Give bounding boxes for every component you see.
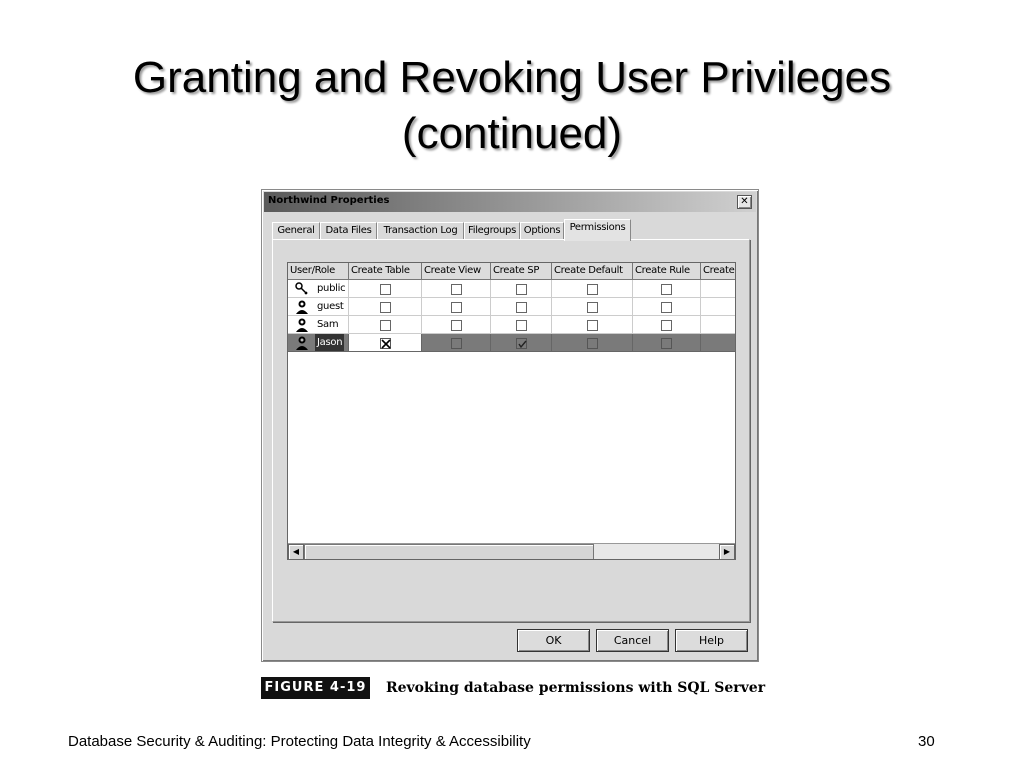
checkbox-create-sp[interactable]: [516, 284, 527, 295]
column-create-view[interactable]: Create View: [422, 263, 491, 280]
checkbox-create-view[interactable]: [451, 338, 462, 349]
role-key-icon: [294, 281, 310, 297]
perm-cell: [701, 298, 736, 316]
table-row[interactable]: [288, 298, 736, 316]
perm-cell: [552, 298, 633, 316]
perm-cell: [422, 334, 491, 352]
column-user-role[interactable]: User/Role: [288, 263, 349, 280]
perm-cell: [552, 316, 633, 334]
checkbox-create-rule[interactable]: [661, 338, 672, 349]
checkbox-create-table-revoked[interactable]: [380, 338, 391, 349]
checkbox-create-rule[interactable]: [661, 302, 672, 313]
tab-general[interactable]: General: [272, 222, 320, 239]
perm-cell: [491, 280, 552, 298]
user-icon: [294, 317, 310, 333]
perm-cell: [422, 298, 491, 316]
checkbox-create-default[interactable]: [587, 302, 598, 313]
checkbox-create-view[interactable]: [451, 320, 462, 331]
user-role-cell: [288, 316, 349, 334]
scroll-left-icon[interactable]: ◀: [288, 544, 304, 560]
grid-header: [288, 263, 736, 280]
scroll-right-icon[interactable]: ▶: [719, 544, 735, 560]
checkbox-create-default[interactable]: [587, 284, 598, 295]
properties-dialog: [261, 189, 759, 662]
figure-text: Revoking database permissions with SQL Server: [386, 680, 766, 696]
perm-cell: [422, 280, 491, 298]
checkbox-create-sp-checked[interactable]: [516, 338, 527, 349]
user-role-cell: [288, 334, 349, 352]
table-row[interactable]: [288, 280, 736, 298]
user-role-cell: [288, 298, 349, 316]
perm-cell: [633, 334, 701, 352]
perm-cell: [491, 298, 552, 316]
dialog-titlebar[interactable]: [264, 192, 756, 212]
dialog-title: Northwind Properties: [268, 195, 390, 206]
user-name: guest: [317, 301, 344, 312]
checkbox-create-table[interactable]: [380, 302, 391, 313]
checkbox-create-rule[interactable]: [661, 320, 672, 331]
perm-cell: [633, 316, 701, 334]
checkbox-create-view[interactable]: [451, 284, 462, 295]
user-icon: [294, 335, 310, 351]
slide-title: [0, 50, 1024, 162]
user-name: Jason: [315, 334, 344, 351]
close-icon[interactable]: ✕: [737, 195, 752, 209]
tab-filegroups[interactable]: Filegroups: [464, 222, 520, 239]
scroll-thumb[interactable]: [304, 544, 594, 560]
table-row-selected[interactable]: [288, 334, 736, 352]
tab-transaction-log[interactable]: Transaction Log: [377, 222, 464, 239]
slide-title-line2: (continued): [401, 109, 623, 158]
permissions-grid: [287, 262, 736, 560]
user-role-cell: [288, 280, 349, 298]
horizontal-scrollbar[interactable]: [288, 543, 735, 559]
tab-permissions[interactable]: Permissions: [564, 219, 631, 241]
column-create-table[interactable]: Create Table: [349, 263, 422, 280]
perm-cell: [349, 280, 422, 298]
perm-cell: [701, 334, 736, 352]
checkbox-create-default[interactable]: [587, 338, 598, 349]
perm-cell: [552, 334, 633, 352]
user-name: public: [317, 283, 346, 294]
perm-cell: [349, 298, 422, 316]
cancel-button[interactable]: Cancel: [596, 629, 669, 652]
table-row[interactable]: [288, 316, 736, 334]
checkbox-create-view[interactable]: [451, 302, 462, 313]
perm-cell: [552, 280, 633, 298]
column-create-rule[interactable]: Create Rule: [633, 263, 701, 280]
revoke-x-icon: [381, 339, 392, 350]
perm-cell: [491, 316, 552, 334]
user-name: Sam: [317, 319, 339, 330]
slide-title-line1: Granting and Revoking User Privileges: [132, 53, 892, 102]
column-create-sp[interactable]: Create SP: [491, 263, 552, 280]
checkbox-create-table[interactable]: [380, 284, 391, 295]
tab-options[interactable]: Options: [520, 222, 564, 239]
perm-cell: [491, 334, 552, 352]
perm-cell: [633, 280, 701, 298]
checkmark-icon: [517, 339, 528, 350]
checkbox-create-sp[interactable]: [516, 302, 527, 313]
column-create-default[interactable]: Create Default: [552, 263, 633, 280]
footer-title: Database Security & Auditing: Protecting Data Integrity & Accessibility: [68, 733, 531, 750]
tab-data-files[interactable]: Data Files: [320, 222, 377, 239]
checkbox-create-table[interactable]: [380, 320, 391, 331]
page-number: 30: [918, 733, 935, 750]
figure-label: FIGURE 4-19: [261, 677, 370, 699]
perm-cell: [349, 316, 422, 334]
perm-cell: [633, 298, 701, 316]
checkbox-create-sp[interactable]: [516, 320, 527, 331]
user-icon: [294, 299, 310, 315]
perm-cell: [701, 280, 736, 298]
checkbox-create-rule[interactable]: [661, 284, 672, 295]
checkbox-create-default[interactable]: [587, 320, 598, 331]
ok-button[interactable]: OK: [517, 629, 590, 652]
perm-cell: [349, 334, 422, 352]
help-button[interactable]: Help: [675, 629, 748, 652]
perm-cell: [422, 316, 491, 334]
column-create-more[interactable]: Create: [701, 263, 736, 280]
perm-cell: [701, 316, 736, 334]
